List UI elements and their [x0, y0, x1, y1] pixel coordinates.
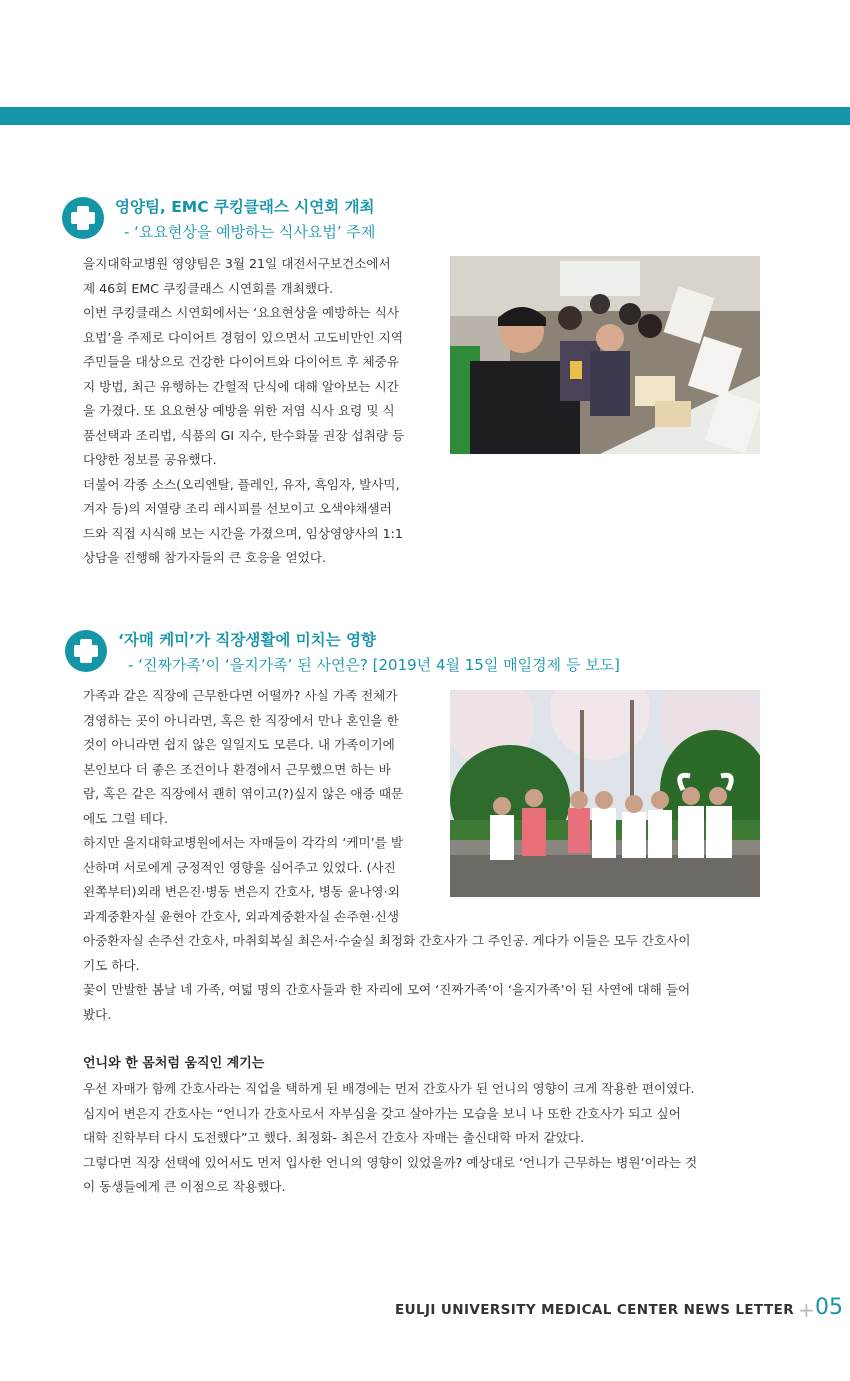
- body-line: 요법’을 주제로 다이어트 경험이 있으면서 고도비만인 지역: [83, 329, 403, 345]
- top-color-band: [0, 107, 850, 125]
- section2-title: ‘자매 케미’가 직장생활에 미치는 영향: [118, 631, 376, 649]
- footer-newsletter-title: EULJI UNIVERSITY MEDICAL CENTER NEWS LETTER: [394, 1302, 794, 1318]
- body-line: 을지대학교병원 영양팀은 3월 21일 대전서구보건소에서: [83, 256, 391, 271]
- cooking-class-photo: [450, 256, 760, 454]
- body-line: 산하며 서로에게 긍정적인 영향을 심어주고 있었다. (사진: [83, 859, 396, 875]
- footer-plus-icon: +: [798, 1298, 815, 1322]
- body-line: 람, 혹은 같은 직장에서 괜히 엮이고(?)싶지 않은 애증 때문: [83, 786, 404, 801]
- body-line: 다양한 정보를 공유했다.: [83, 452, 217, 467]
- body-line: 과계중환자실 윤현아 간호사, 외과계중환자실 손주현·신생: [83, 908, 399, 924]
- page-number: 05: [815, 1295, 843, 1320]
- body-line: 심지어 변은지 간호사는 “언니가 간호사로서 자부심을 갖고 살아가는 모습을 보니 나 또한 간호사가 되고 싶어: [83, 1105, 681, 1121]
- body-line: 더불어 각종 소스(오리엔탈, 플레인, 유자, 흑임자, 발사믹,: [83, 476, 400, 492]
- body-line: 제 46회 EMC 쿠킹클래스 시연회를 개최했다.: [83, 280, 334, 296]
- section1-body: [83, 252, 431, 571]
- section2-body-after: [83, 1077, 753, 1200]
- body-line: 을 가졌다. 또 요요현상 예방을 위한 저염 식사 요령 및 식: [83, 403, 395, 418]
- body-line: 대학 진학부터 다시 도전했다”고 했다. 최정화- 최은서 간호사 자매는 출신대학 마저 같았다.: [83, 1130, 585, 1145]
- body-line: 이 동생들에게 큰 이점으로 작용했다.: [83, 1179, 286, 1194]
- nurse-sisters-photo: [450, 690, 760, 897]
- body-line: 이번 쿠킹클래스 시연회에서는 ‘요요현상을 예방하는 식사: [83, 305, 399, 320]
- section1-subtitle: - ‘요요현상을 예방하는 식사요법’ 주제: [124, 223, 376, 241]
- body-line: 기도 하다.: [83, 957, 140, 973]
- body-line: 겨자 등)의 저열량 조리 레시피를 선보이고 오색야채샐러: [83, 501, 392, 516]
- plus-circle-icon: [65, 630, 107, 672]
- body-line: 에도 그럴 테다.: [83, 810, 169, 826]
- section2-body-wide: [83, 929, 753, 1027]
- body-line: 경영하는 곳이 아니라면, 혹은 한 직장에서 만나 혼인을 한: [83, 712, 399, 728]
- body-line: 꽃이 만발한 봄날 네 가족, 여덟 명의 간호사들과 한 자리에 모여 ‘진짜가족’이 ‘을지가족’이 된 사연에 대해 들어: [83, 982, 691, 997]
- body-line: 상담을 진행해 참가자들의 큰 호응을 얻었다.: [83, 550, 326, 565]
- body-line: 왼쪽부터)외래 변은진·병동 변은지 간호사, 병동 윤나영·외: [83, 884, 400, 899]
- body-line: 지 방법, 최근 유행하는 간헐적 단식에 대해 알아보는 시간: [83, 378, 399, 394]
- section2-subheading: 언니와 한 몸처럼 움직인 계기는: [83, 1056, 265, 1071]
- body-line: 품선택과 조리법, 식품의 GI 지수, 탄수화물 권장 섭취량 등: [83, 427, 405, 443]
- body-line: 아중환자실 손주선 간호사, 마취회복실 최은서·수술실 최정화 간호사가 그 주인공. 게다가 이들은 모두 간호사이: [83, 933, 691, 948]
- plus-circle-icon: [62, 197, 104, 239]
- section1-title: 영양팀, EMC 쿠킹클래스 시연회 개최: [115, 198, 375, 216]
- section2-subtitle: - ‘진짜가족’이 ‘을지가족’ 된 사연은? [2019년 4월 15일 매일경제 등 보도]: [128, 656, 620, 674]
- section2-body-narrow: [83, 684, 431, 929]
- body-line: 것이 아니라면 쉽지 않은 일일지도 모른다. 내 가족이기에: [83, 737, 395, 752]
- body-line: 하지만 을지대학교병원에서는 자매들이 각각의 ‘케미’를 발: [83, 835, 403, 850]
- body-line: 본인보다 더 좋은 조건이나 환경에서 근무했으면 하는 바: [83, 761, 391, 777]
- body-line: 드와 직접 시식해 보는 시간을 가졌으며, 임상영양사의 1:1: [83, 525, 403, 541]
- body-line: 봤다.: [83, 1006, 112, 1022]
- body-line: 우선 자매가 함께 간호사라는 직업을 택하게 된 배경에는 먼저 간호사가 된 언니의 영향이 크게 작용한 편이였다.: [83, 1081, 695, 1096]
- body-line: 가족과 같은 직장에 근무한다면 어떨까? 사실 가족 전체가: [83, 688, 398, 703]
- body-line: 그렇다면 직장 선택에 있어서도 먼저 입사한 언니의 영향이 있었을까? 예상대로 ‘언니가 근무하는 병원’이라는 것: [83, 1154, 698, 1170]
- body-line: 주민들을 대상으로 건강한 다이어트와 다이어트 후 체중유: [83, 354, 399, 369]
